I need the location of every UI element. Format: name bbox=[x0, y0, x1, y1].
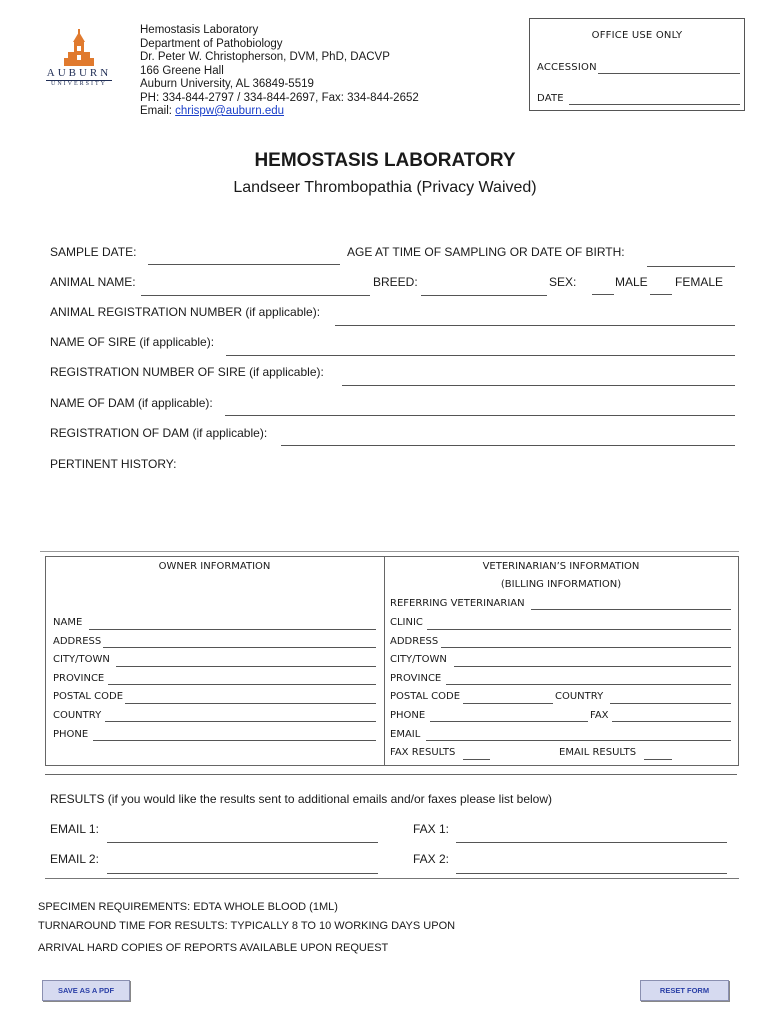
logo-wordmark: AUBURN bbox=[46, 67, 112, 79]
clinic-label: CLINIC bbox=[390, 617, 423, 628]
vet-postal-field[interactable] bbox=[463, 703, 553, 704]
male-label: MALE bbox=[615, 275, 648, 289]
turnaround: TURNAROUND TIME FOR RESULTS: TYPICALLY 8 TO 10 WORKING DAYS UPON bbox=[38, 920, 456, 932]
female-checkbox[interactable] bbox=[650, 294, 672, 295]
referring-vet-label: REFERRING VETERINARIAN bbox=[390, 598, 525, 609]
divider bbox=[40, 551, 739, 552]
reg-number-field[interactable] bbox=[335, 325, 735, 326]
owner-province-label: PROVINCE bbox=[53, 673, 105, 684]
email2-field[interactable] bbox=[107, 873, 378, 874]
accession-label: ACCESSION bbox=[537, 62, 597, 73]
auburn-logo bbox=[40, 28, 118, 90]
phone-line: PH: 334-844-2797 / 334-844-2697, Fax: 334-844-2652 bbox=[140, 92, 419, 104]
doctor: Dr. Peter W. Christopherson, DVM, PhD, DACVP bbox=[140, 51, 390, 63]
owner-name-field[interactable] bbox=[89, 629, 376, 630]
email1-label: EMAIL 1: bbox=[50, 822, 99, 836]
dam-name-field[interactable] bbox=[225, 415, 735, 416]
lab-name: Hemostasis Laboratory bbox=[140, 24, 259, 36]
age-field[interactable] bbox=[647, 266, 735, 267]
female-label: FEMALE bbox=[675, 275, 724, 289]
sample-date-field[interactable] bbox=[148, 264, 340, 265]
email-link[interactable]: chrispw@auburn.edu bbox=[175, 105, 285, 117]
vet-email-field[interactable] bbox=[426, 740, 731, 741]
email-line bbox=[140, 105, 284, 118]
email1-field[interactable] bbox=[107, 842, 378, 843]
auburn-tower-icon bbox=[40, 28, 118, 68]
history-field[interactable] bbox=[50, 475, 735, 545]
vet-email-label: EMAIL bbox=[390, 729, 421, 740]
email-label: Email: bbox=[140, 105, 176, 117]
owner-country-label: COUNTRY bbox=[53, 710, 102, 721]
animal-name-label: ANIMAL NAME: bbox=[50, 275, 136, 289]
city-line: Auburn University, AL 36849-5519 bbox=[140, 78, 314, 90]
office-use-box bbox=[529, 18, 745, 111]
logo-university: UNIVERSITY bbox=[51, 81, 107, 87]
vet-phone-label: PHONE bbox=[390, 710, 426, 721]
vet-postal-label: POSTAL CODE bbox=[390, 691, 461, 702]
animal-name-field[interactable] bbox=[141, 295, 370, 296]
owner-postal-field[interactable] bbox=[125, 703, 376, 704]
owner-province-field[interactable] bbox=[108, 684, 376, 685]
accession-field[interactable] bbox=[598, 73, 740, 74]
address-line: 166 Greene Hall bbox=[140, 65, 224, 77]
fax-results-label: FAX RESULTS bbox=[390, 747, 456, 758]
reset-form-button[interactable]: RESET FORM bbox=[640, 980, 729, 1001]
vet-title: VETERINARIAN’S INFORMATION bbox=[482, 561, 640, 572]
owner-city-label: CITY/TOWN bbox=[53, 654, 110, 665]
email2-label: EMAIL 2: bbox=[50, 852, 99, 866]
vet-fax-label: FAX bbox=[590, 710, 609, 721]
vet-subtitle: (BILLING INFORMATION) bbox=[500, 579, 622, 590]
results-intro: RESULTS (if you would like the results sent to additional emails and/or faxes please list below) bbox=[50, 792, 553, 806]
sire-name-field[interactable] bbox=[226, 355, 735, 356]
form-subtitle: Landseer Thrombopathia (Privacy Waived) bbox=[233, 179, 537, 196]
history-label: PERTINENT HISTORY: bbox=[50, 457, 177, 471]
vet-address-label: ADDRESS bbox=[390, 636, 439, 647]
vet-city-field[interactable] bbox=[454, 666, 731, 667]
owner-phone-label: PHONE bbox=[53, 729, 89, 740]
owner-title: OWNER INFORMATION bbox=[158, 561, 271, 572]
referring-vet-field[interactable] bbox=[531, 609, 731, 610]
dam-reg-field[interactable] bbox=[281, 445, 735, 446]
email-results-label: EMAIL RESULTS bbox=[559, 747, 637, 758]
owner-postal-label: POSTAL CODE bbox=[53, 691, 124, 702]
fax1-field[interactable] bbox=[456, 842, 727, 843]
office-date-field[interactable] bbox=[569, 104, 740, 105]
owner-country-field[interactable] bbox=[105, 721, 376, 722]
save-pdf-button[interactable]: SAVE AS A PDF bbox=[42, 980, 130, 1001]
vet-country-label: COUNTRY bbox=[555, 691, 604, 702]
owner-address-label: ADDRESS bbox=[53, 636, 102, 647]
sex-label: SEX: bbox=[549, 275, 577, 289]
specimen-req: SPECIMEN REQUIREMENTS: EDTA WHOLE BLOOD (1ML) bbox=[38, 901, 338, 913]
owner-address-field[interactable] bbox=[103, 647, 376, 648]
vet-province-label: PROVINCE bbox=[390, 673, 442, 684]
department: Department of Pathobiology bbox=[140, 38, 283, 50]
breed-label: BREED: bbox=[373, 275, 418, 289]
sire-reg-label: REGISTRATION NUMBER OF SIRE (if applicable): bbox=[50, 365, 324, 379]
owner-name-label: NAME bbox=[53, 617, 83, 628]
fax1-label: FAX 1: bbox=[413, 822, 450, 836]
vet-address-field[interactable] bbox=[441, 647, 731, 648]
vet-phone-field[interactable] bbox=[430, 721, 588, 722]
clinic-field[interactable] bbox=[427, 629, 731, 630]
male-checkbox[interactable] bbox=[592, 294, 614, 295]
vet-city-label: CITY/TOWN bbox=[390, 654, 447, 665]
owner-phone-field[interactable] bbox=[93, 740, 376, 741]
vet-province-field[interactable] bbox=[446, 684, 731, 685]
dam-name-label: NAME OF DAM (if applicable): bbox=[50, 396, 213, 410]
results-box bbox=[45, 774, 737, 879]
fax-results-checkbox[interactable] bbox=[463, 759, 490, 760]
vet-fax-field[interactable] bbox=[612, 721, 731, 722]
sire-reg-field[interactable] bbox=[342, 385, 735, 386]
form-title: HEMOSTASIS LABORATORY bbox=[254, 150, 516, 171]
sire-name-label: NAME OF SIRE (if applicable): bbox=[50, 335, 215, 349]
reg-number-label: ANIMAL REGISTRATION NUMBER (if applicable): bbox=[50, 305, 321, 319]
dam-reg-label: REGISTRATION OF DAM (if applicable): bbox=[50, 426, 268, 440]
arrival-note: ARRIVAL HARD COPIES OF REPORTS AVAILABLE UPON REQUEST bbox=[38, 942, 389, 954]
email-results-checkbox[interactable] bbox=[644, 759, 672, 760]
fax2-field[interactable] bbox=[456, 873, 727, 874]
owner-city-field[interactable] bbox=[116, 666, 376, 667]
age-label: AGE AT TIME OF SAMPLING OR DATE OF BIRTH: bbox=[347, 245, 625, 259]
fax2-label: FAX 2: bbox=[413, 852, 450, 866]
vet-country-field[interactable] bbox=[610, 703, 731, 704]
breed-field[interactable] bbox=[421, 295, 547, 296]
sample-date-label: SAMPLE DATE: bbox=[50, 245, 137, 259]
date-label: DATE bbox=[537, 93, 564, 104]
office-title: OFFICE USE ONLY bbox=[591, 30, 683, 41]
